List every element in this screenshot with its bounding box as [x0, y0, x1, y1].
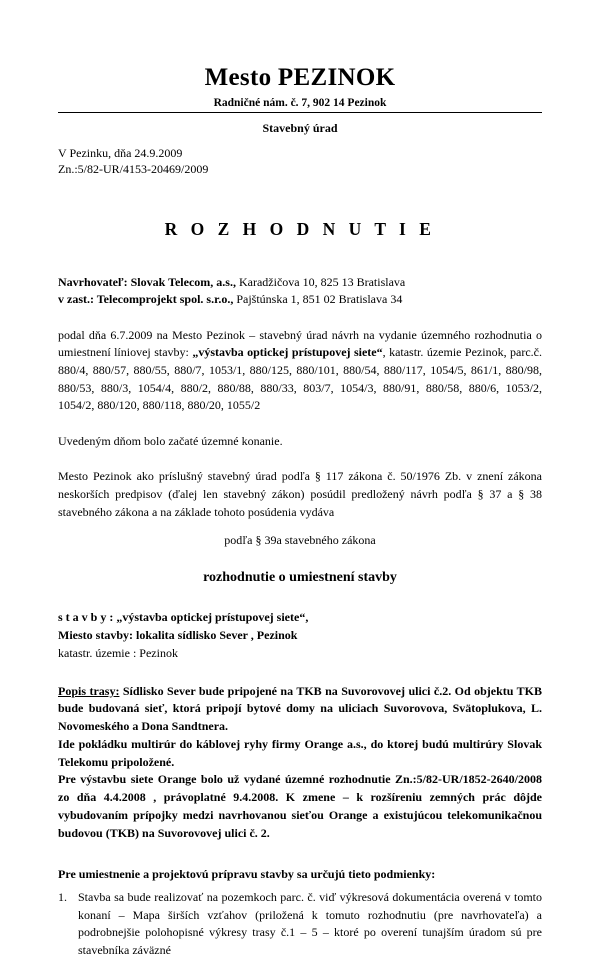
list-item [58, 889, 542, 959]
route-description-paragraph-3: Pre výstavbu siete Orange bolo už vydané územné rozhodnutie Zn.:5/82-UR/1852-2640/2008 zo dňa 4.4.2008 , právoplatné 9.4.2008. K zmene – k rozšíreniu zemných prác dôjde vybudovaním prípojky medzi navrhovanou sieťou Orange a existujúcou telekomunikačnou budovou (TKB) na Suvorovovej ulici č. 2. [58, 772, 542, 840]
project-name: „výstavba optickej prístupovej siete“ [192, 345, 383, 360]
request-intro-text: podal dňa 6.7.2009 na Mesto Pezinok – stavebný úrad návrh na vydanie územného rozhodnutia o umiestnení líniovej stavby: [58, 327, 542, 360]
building-specification [58, 587, 542, 662]
under-paragraph-line: podľa § 39a stavebného zákona [224, 533, 376, 548]
decision-subheading: rozhodnutie o umiestnení stavby [203, 570, 397, 586]
document-content [58, 0, 542, 959]
route-description-label: Popis trasy: [58, 683, 120, 698]
conditions-heading: Pre umiestnenie a projektovú prípravu stavby sa určujú tieto podmienky: [58, 867, 436, 882]
applicant-line-2 [58, 291, 542, 308]
page-title: Mesto PEZINOK [204, 64, 396, 91]
organization-address: Radničné nám. č. 7, 902 14 Pezinok [213, 96, 387, 109]
applicant-block [58, 240, 542, 309]
proceeding-started-paragraph: Uvedeným dňom bolo začaté územné konanie. [58, 433, 283, 448]
spec-cadastre-line: katastr. územie : Pezinok [58, 645, 178, 660]
conditions-list [58, 883, 542, 959]
reference-number: Zn.:5/82-UR/4153-20469/2009 [58, 161, 209, 176]
route-description-block [58, 663, 542, 843]
spec-building-label: s t a v b y : [58, 610, 117, 625]
decision-title: R O Z H O D N U T I E [164, 218, 436, 239]
place-and-date: V Pezinku, dňa 24.9.2009 [58, 145, 183, 160]
legal-basis-paragraph: Mesto Pezinok ako príslušný stavebný úrad podľa § 117 zákona č. 50/1976 Zb. v znení zákona neskorších predpisov (ďalej len stavebný zákon) posúdil predložený návrh podľa § 37 a § 38 stavebného zákona a na základe tohoto posúdenia vydáva [58, 469, 542, 519]
route-description-paragraph-1 [58, 683, 542, 736]
request-parcels-text: , katastr. územie Pezinok, parc.č. 880/4, 880/57, 880/55, 880/7, 1053/1, 880/125, 880/101, 880/54, 880/117, 1054/5, 861/1, 880/98, 880/53, 880/3, 1054/4, 880/2, 880/88, 880/33, 803/7, 1054/3, 880/91, 880/58, 880/6, 1053/2, 1054/2, 880/120, 880/118, 880/20, 1055/2 [58, 345, 542, 413]
applicant-address: Karadžičova 10, 825 13 Bratislava [235, 274, 406, 289]
applicant-label: Navrhovateľ: Slovak Telecom, a.s., [58, 274, 236, 289]
spec-building-value: „výstavba optickej prístupovej siete“, [116, 610, 309, 625]
spec-building-line [58, 609, 542, 627]
spec-location-line: Miesto stavby: lokalita sídlisko Sever , Pezinok [58, 628, 298, 643]
condition-text: Stavba sa bude realizovať na pozemkoch parc. č. viď výkresová dokumentácia overená v tomto konaní – Mapa širších vzťahov (priložená k tomuto rozhodnutiu (pre navrhovateľa) a podrobnejšie polohopisné výkresy trasy č.1 – 5 – ktoré po overení tunajším úradom sú pre stavebníka záväzné [78, 890, 542, 957]
representative-address: Pajštúnska 1, 851 02 Bratislava 34 [233, 292, 403, 307]
request-paragraph [58, 309, 542, 415]
department-name: Stavebný úrad [262, 121, 338, 136]
route-description-paragraph-2: Ide pokládku multirúr do káblovej ryhy firmy Orange a.s., do ktorej budú multirúry Slovak Telekomu pripoložené. [58, 736, 542, 769]
route-description-text-1: Sídlisko Sever bude pripojené na TKB na Suvorovovej ulici č.2. Od objektu TKB bude budovaná sieť, ktorá pripojí bytové domy na uliciach Suvorovova, Svätoplukova, L. Novomeského a Dona Sandtnera. [58, 683, 542, 734]
document-meta [58, 136, 542, 177]
applicant-line-1 [58, 274, 542, 291]
condition-number: 1. [58, 890, 67, 905]
representative-label: v zast.: Telecomprojekt spol. s.r.o., [58, 292, 234, 307]
